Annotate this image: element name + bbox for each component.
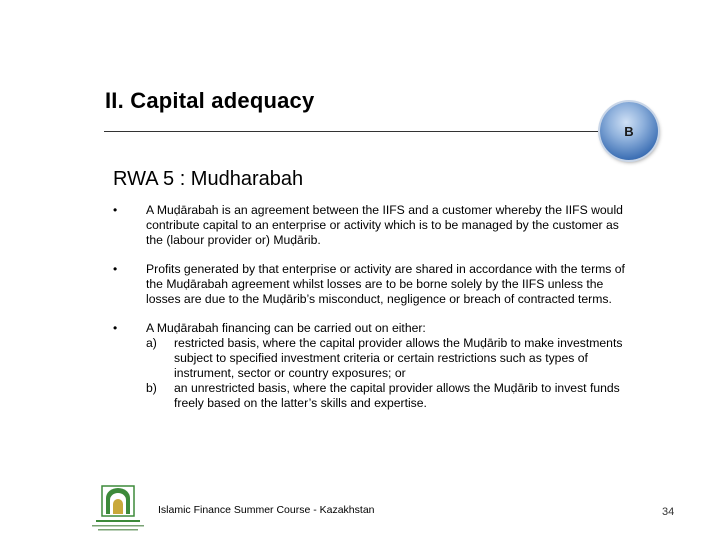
bullet-dot: • (113, 262, 118, 276)
sub-item (146, 336, 633, 381)
slide-subtitle: RWA 5 : Mudharabah (113, 168, 304, 190)
bullet-item (113, 203, 633, 248)
section-badge (600, 102, 658, 160)
bullet-item (113, 262, 633, 307)
footer-text: Islamic Finance Summer Course - Kazakhstan (158, 504, 375, 516)
bullet-text: Profits generated by that enterprise or activity are shared in accordance with the terms of the Muḍārabah agreement whilst losses are to be borne solely by the IIFS unless the losses are due to the Muḍārib’s misconduct, negligence or breach of contracted terms. (146, 262, 625, 306)
sub-item-text: an unrestricted basis, where the capital provider allows the Muḍārib to invest funds freely based on the latter’s skills and expertise. (174, 381, 620, 410)
sub-item-text: restricted basis, where the capital provider allows the Muḍārib to make investments subject to specified investment criteria or certain restrictions such as types of instrument, sector or country exposures; or (174, 336, 623, 380)
title-divider (104, 131, 598, 132)
page-number: 34 (662, 506, 675, 518)
sub-item-marker: b) (146, 381, 157, 395)
slide-title: II. Capital adequacy (105, 88, 315, 113)
bullet-text: A Muḍārabah is an agreement between the IIFS and a customer whereby the IIFS would contribute capital to an enterprise or activity which is to be managed by the customer as the (labour provider or) Muḍārib. (146, 203, 623, 247)
sub-item (146, 381, 633, 411)
bullet-item (113, 321, 633, 411)
sub-list (146, 336, 633, 411)
organization-logo-icon (88, 484, 148, 534)
bullet-list (113, 203, 633, 425)
sub-item-marker: a) (146, 336, 157, 350)
section-badge-label: B (624, 123, 634, 139)
bullet-text: A Muḍārabah financing can be carried out on either: (146, 321, 426, 335)
bullet-dot: • (113, 321, 118, 335)
bullet-dot: • (113, 203, 118, 217)
